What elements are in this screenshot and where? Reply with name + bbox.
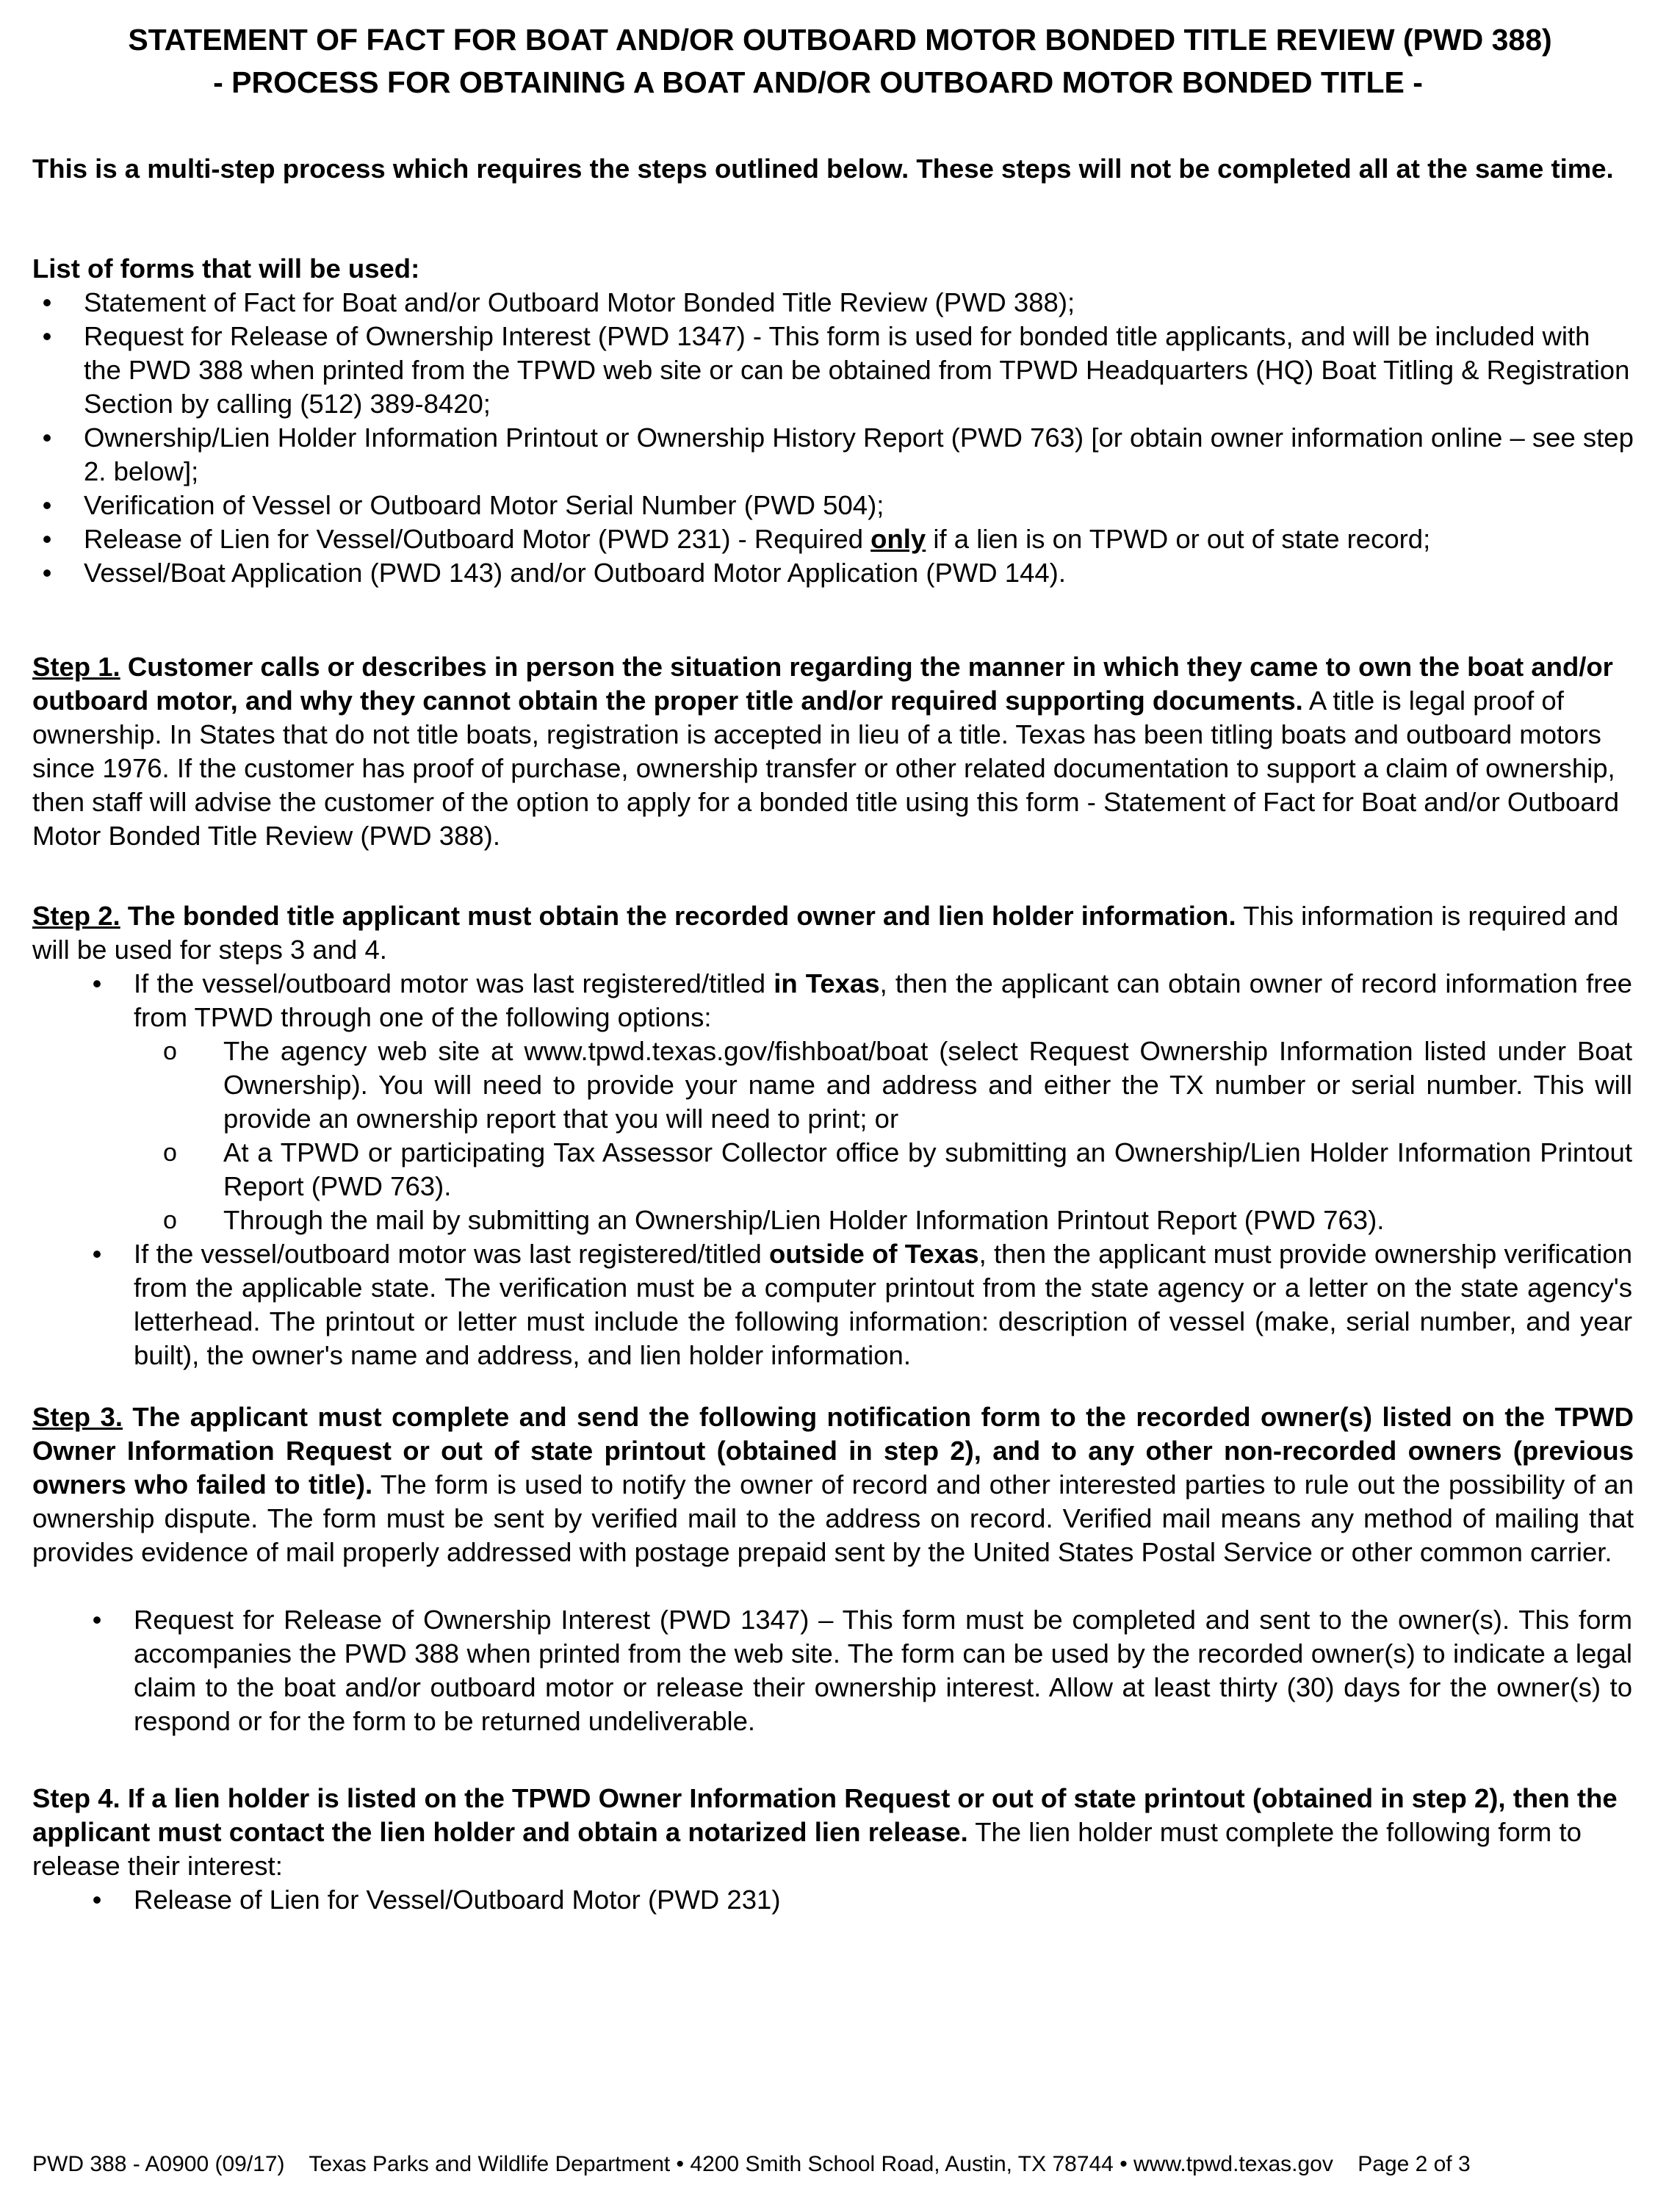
bullet-icon: •	[42, 558, 52, 588]
list-item: • Release of Lien for Vessel/Outboard Motor (PWD 231)	[82, 1883, 1632, 1917]
sub-bullet-icon: o	[163, 1139, 177, 1167]
document-subtitle: - PROCESS FOR OBTAINING A BOAT AND/OR OUTBOARD MOTOR BONDED TITLE -	[213, 65, 1423, 99]
sub-bullet-icon: o	[163, 1037, 177, 1065]
footer-form-id: PWD 388 - A0900 (09/17)	[32, 2152, 285, 2176]
step4-paragraph: Step 4. If a lien holder is listed on the TPWD Owner Information Request or out of state printout (obtained in step 2), then the applicant must contact the lien holder and obtain a notarized lien release. The lien holder must complete the following form to release their interest:	[32, 1783, 1618, 1881]
list-item: • If the vessel/outboard motor was last registered/titled outside of Texas, then the applicant must provide ownership verification from the applicable state. The verification must be a computer printout from the state agency or a letter on the state agency's letterhead. The printout or letter must include the following information: description of vessel (make, serial number, and year built), the owner's name and address, and lien holder information.	[82, 1237, 1632, 1372]
bullet-icon: •	[92, 1885, 102, 1915]
list-item: • Verification of Vessel or Outboard Motor Serial Number (PWD 504);	[32, 489, 1634, 522]
step1-label: Step 1.	[32, 652, 120, 682]
step3-paragraph: Step 3. The applicant must complete and send the following notification form to the recorded owner(s) listed on the TPWD Owner Information Request or out of state printout (obtained in step 2), and to any other non-recorded owners (previous owners who failed to title). The form is used to notify the owner of record and other interested parties to rule out the possibility of an ownership dispute. The form must be sent by verified mail to the address on record. Verified mail means any method of mailing that provides evidence of mail properly addressed with postage prepaid sent by the United States Postal Service or other common carrier.	[32, 1402, 1634, 1567]
list-item: • Request for Release of Ownership Interest (PWD 1347) – This form must be completed and sent to the owner(s). This form accompanies the PWD 388 when printed from the web site. The form can be used by the recorded owner(s) to indicate a legal claim to the boat and/or outboard motor or release their ownership interest. Allow at least thirty (30) days for the owner(s) to respond or for the form to be returned undeliverable.	[82, 1603, 1632, 1738]
step2-paragraph: Step 2. The bonded title applicant must obtain the recorded owner and lien holder information. This information is required and will be used for steps 3 and 4.	[32, 901, 1619, 965]
list-item: o At a TPWD or participating Tax Assessor Collector office by submitting an Ownership/Lien Holder Information Printout Report (PWD 763).	[163, 1137, 1632, 1201]
bullet-icon: •	[92, 1605, 102, 1635]
list-item: • Request for Release of Ownership Interest (PWD 1347) - This form is used for bonded title applicants, and will be included with the PWD 388 when printed from the TPWD web site or can be obtained from TPWD Headquarters (HQ) Boat Titling & Registration Section by calling (512) 389-8420;	[32, 320, 1634, 421]
bullet-icon: •	[42, 287, 52, 317]
forms-heading: List of forms that will be used:	[32, 253, 420, 284]
bullet-icon: •	[42, 524, 52, 554]
bullet-icon: •	[42, 490, 52, 520]
forms-list	[32, 286, 1634, 590]
intro-paragraph: This is a multi-step process which requires the steps outlined below. These steps will not be completed all at the same time.	[32, 154, 1614, 184]
bullet-icon: •	[42, 422, 52, 453]
list-item: o Through the mail by submitting an Ownership/Lien Holder Information Printout Report (PWD 763).	[134, 1203, 1632, 1237]
document-title: STATEMENT OF FACT FOR BOAT AND/OR OUTBOARD MOTOR BONDED TITLE REVIEW (PWD 388)	[128, 23, 1552, 57]
bullet-icon: •	[92, 968, 102, 998]
list-item: • Ownership/Lien Holder Information Printout or Ownership History Report (PWD 763) [or obtain owner information online – see step 2. below];	[32, 421, 1634, 489]
bullet-icon: •	[42, 321, 52, 351]
list-item: • Statement of Fact for Boat and/or Outboard Motor Bonded Title Review (PWD 388);	[32, 286, 1634, 320]
emphasis-only: only	[870, 524, 926, 554]
page-footer	[32, 2151, 1471, 2178]
sub-bullet-icon: o	[163, 1206, 177, 1234]
step2-options-list	[134, 1034, 1632, 1237]
footer-page-number: Page 2 of 3	[1358, 2152, 1471, 2176]
list-item: • Vessel/Boat Application (PWD 143) and/or Outboard Motor Application (PWD 144).	[32, 556, 1634, 590]
list-item: • If the vessel/outboard motor was last registered/titled in Texas, then the applicant can obtain owner of record information free from TPWD through one of the following options: o The agency web site at www.tpwd.texas.gov/fishboat/boat (select Request Ownership Information listed under Boat Ownership). You will need to provide your name and address and either the TX number or serial number. This will provide an ownership report that you will need to print; or o At a TPWD or participating Tax Assessor Collector office by submitting an Ownership/Lien Holder Information Printout Report (PWD 763). o Through the mail by submitting an Ownership/Lien Holder Information Printout Report (PWD 763).	[82, 967, 1632, 1237]
step4-list	[82, 1883, 1632, 1917]
bullet-icon: •	[92, 1239, 102, 1269]
step2-label: Step 2.	[32, 901, 120, 931]
step3-list	[82, 1603, 1632, 1738]
step2-list	[82, 967, 1632, 1372]
step1-paragraph: Step 1. Customer calls or describes in person the situation regarding the manner in which they came to own the boat and/or outboard motor, and why they cannot obtain the proper title and/or required supporting documents. A title is legal proof of ownership. In States that do not title boats, registration is accepted in lieu of a title. Texas has been titling boats and outboard motors since 1976. If the customer has proof of purchase, ownership transfer or other related documentation to support a claim of ownership, then staff will advise the customer of the option to apply for a bonded title using this form - Statement of Fact for Boat and/or Outboard Motor Bonded Title Review (PWD 388).	[32, 652, 1620, 851]
step3-label: Step 3.	[32, 1402, 123, 1432]
footer-agency: Texas Parks and Wildlife Department • 4200 Smith School Road, Austin, TX 78744 • www.tpwd.texas.gov	[309, 2152, 1333, 2176]
list-item: • Release of Lien for Vessel/Outboard Motor (PWD 231) - Required only if a lien is on TPWD or out of state record;	[32, 522, 1634, 556]
list-item: o The agency web site at www.tpwd.texas.gov/fishboat/boat (select Request Ownership Information listed under Boat Ownership). You will need to provide your name and address and either the TX number or serial number. This will provide an ownership report that you will need to print; or	[163, 1036, 1632, 1134]
